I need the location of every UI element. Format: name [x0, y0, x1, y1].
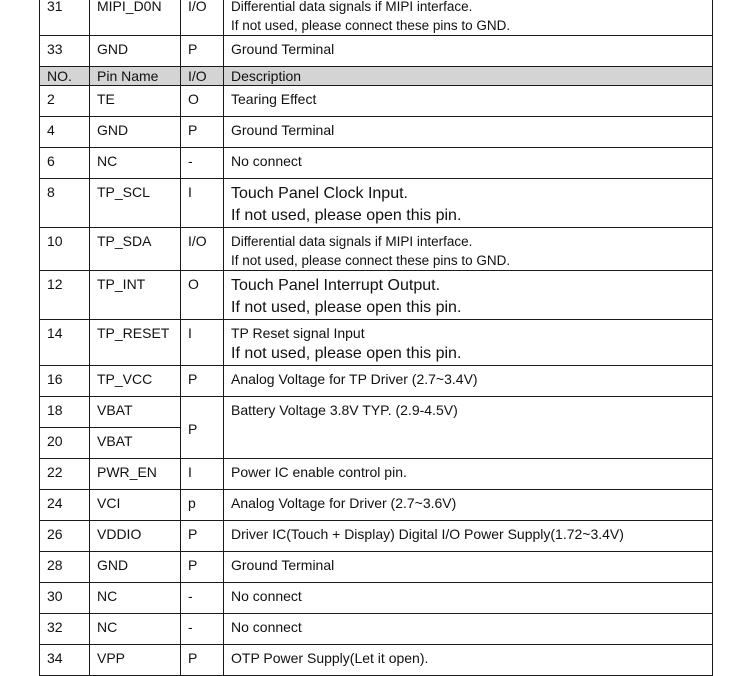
pin-description	[224, 179, 713, 228]
pin-description: Ground Terminal	[224, 552, 713, 583]
pin-description	[224, 228, 713, 271]
table-row	[40, 148, 713, 179]
pin-number: 32	[40, 614, 90, 645]
pin-name: TP_SDA	[90, 228, 181, 271]
pin-name: TP_SCL	[90, 179, 181, 228]
pin-description: Analog Voltage for Driver (2.7~3.6V)	[224, 490, 713, 521]
pin-description: No connect	[224, 614, 713, 645]
pin-name: GND	[90, 552, 181, 583]
pin-name: VCI	[90, 490, 181, 521]
pin-io: P	[181, 521, 224, 552]
table-row	[40, 0, 713, 36]
table-row	[40, 521, 713, 552]
description-line: Differential data signals if MIPI interface.	[231, 0, 473, 14]
pin-description: Ground Terminal	[224, 36, 713, 67]
pin-name: VDDIO	[90, 521, 181, 552]
pin-io: O	[181, 86, 224, 117]
pin-description: Battery Voltage 3.8V TYP. (2.9-4.5V)	[224, 397, 713, 459]
pin-number: 2	[40, 86, 90, 117]
table-row	[40, 459, 713, 490]
pin-name: VBAT	[90, 428, 181, 459]
pin-number: 33	[40, 36, 90, 67]
pin-name: TP_VCC	[90, 366, 181, 397]
pin-number: 12	[40, 271, 90, 320]
table-row	[40, 36, 713, 67]
pin-number: 14	[40, 320, 90, 366]
pin-number: 20	[40, 428, 90, 459]
pin-number: 22	[40, 459, 90, 490]
pin-name: GND	[90, 117, 181, 148]
header-description: Description	[224, 67, 713, 86]
pin-description	[224, 320, 713, 366]
pin-number: 28	[40, 552, 90, 583]
description-line: If not used, please connect these pins to GND.	[231, 18, 511, 33]
pin-number: 10	[40, 228, 90, 271]
pin-io: -	[181, 614, 224, 645]
table-row	[40, 117, 713, 148]
pin-io: P	[181, 645, 224, 676]
table-header-row	[40, 67, 713, 86]
header-io: I/O	[181, 67, 224, 86]
pin-description: Analog Voltage for TP Driver (2.7~3.4V)	[224, 366, 713, 397]
table-row	[40, 645, 713, 676]
table-row	[40, 179, 713, 228]
pin-description: No connect	[224, 583, 713, 614]
pin-name: TP_INT	[90, 271, 181, 320]
pin-io: O	[181, 271, 224, 320]
pin-description: Driver IC(Touch + Display) Digital I/O Power Supply(1.72~3.4V)	[224, 521, 713, 552]
table-row	[40, 228, 713, 271]
table-row	[40, 86, 713, 117]
pin-description	[224, 0, 713, 36]
table-row	[40, 614, 713, 645]
table-row	[40, 583, 713, 614]
pin-name: NC	[90, 614, 181, 645]
pin-description: No connect	[224, 148, 713, 179]
description-line: Touch Panel Interrupt Output.	[231, 277, 441, 294]
pin-number: 24	[40, 490, 90, 521]
pin-description: Ground Terminal	[224, 117, 713, 148]
pin-name: TE	[90, 86, 181, 117]
pin-number: 16	[40, 366, 90, 397]
pin-name: NC	[90, 583, 181, 614]
pin-io: I/O	[181, 228, 224, 271]
header-pin-name: Pin Name	[90, 67, 181, 86]
pin-name: VPP	[90, 645, 181, 676]
table-row	[40, 490, 713, 521]
pin-io: P	[181, 397, 224, 459]
pin-io: -	[181, 583, 224, 614]
pin-io: I	[181, 459, 224, 490]
pin-name: TP_RESET	[90, 320, 181, 366]
pin-io: p	[181, 490, 224, 521]
pin-name: VBAT	[90, 397, 181, 428]
table-row	[40, 366, 713, 397]
pin-io: I/O	[181, 0, 224, 36]
header-no: NO.	[40, 67, 90, 86]
pin-number: 4	[40, 117, 90, 148]
pin-io: -	[181, 148, 224, 179]
pin-number: 30	[40, 583, 90, 614]
description-line: If not used, please open this pin.	[231, 207, 462, 224]
pin-io: P	[181, 117, 224, 148]
pin-io: I	[181, 179, 224, 228]
pin-number: 18	[40, 397, 90, 428]
pin-number: 31	[40, 0, 90, 36]
pin-number: 26	[40, 521, 90, 552]
pin-definition-table	[39, 0, 713, 676]
pin-description	[224, 271, 713, 320]
pin-name: MIPI_D0N	[90, 0, 181, 36]
table-row	[40, 552, 713, 583]
pin-name: PWR_EN	[90, 459, 181, 490]
pin-description: OTP Power Supply(Let it open).	[224, 645, 713, 676]
pin-io: P	[181, 36, 224, 67]
description-line: TP Reset signal Input	[231, 325, 365, 341]
table-row	[40, 397, 713, 428]
pin-name: GND	[90, 36, 181, 67]
description-line: Differential data signals if MIPI interface.	[231, 234, 473, 249]
pin-io: P	[181, 366, 224, 397]
table-row	[40, 271, 713, 320]
pin-io: I	[181, 320, 224, 366]
pin-io: P	[181, 552, 224, 583]
pin-description: Tearing Effect	[224, 86, 713, 117]
description-line: If not used, please open this pin.	[231, 345, 462, 362]
description-line: If not used, please connect these pins to GND.	[231, 253, 511, 268]
pin-name: NC	[90, 148, 181, 179]
description-line: If not used, please open this pin.	[231, 299, 462, 316]
description-line: Touch Panel Clock Input.	[231, 185, 408, 202]
table-row	[40, 320, 713, 366]
pin-description: Power IC enable control pin.	[224, 459, 713, 490]
pin-number: 6	[40, 148, 90, 179]
pin-number: 8	[40, 179, 90, 228]
pin-number: 34	[40, 645, 90, 676]
